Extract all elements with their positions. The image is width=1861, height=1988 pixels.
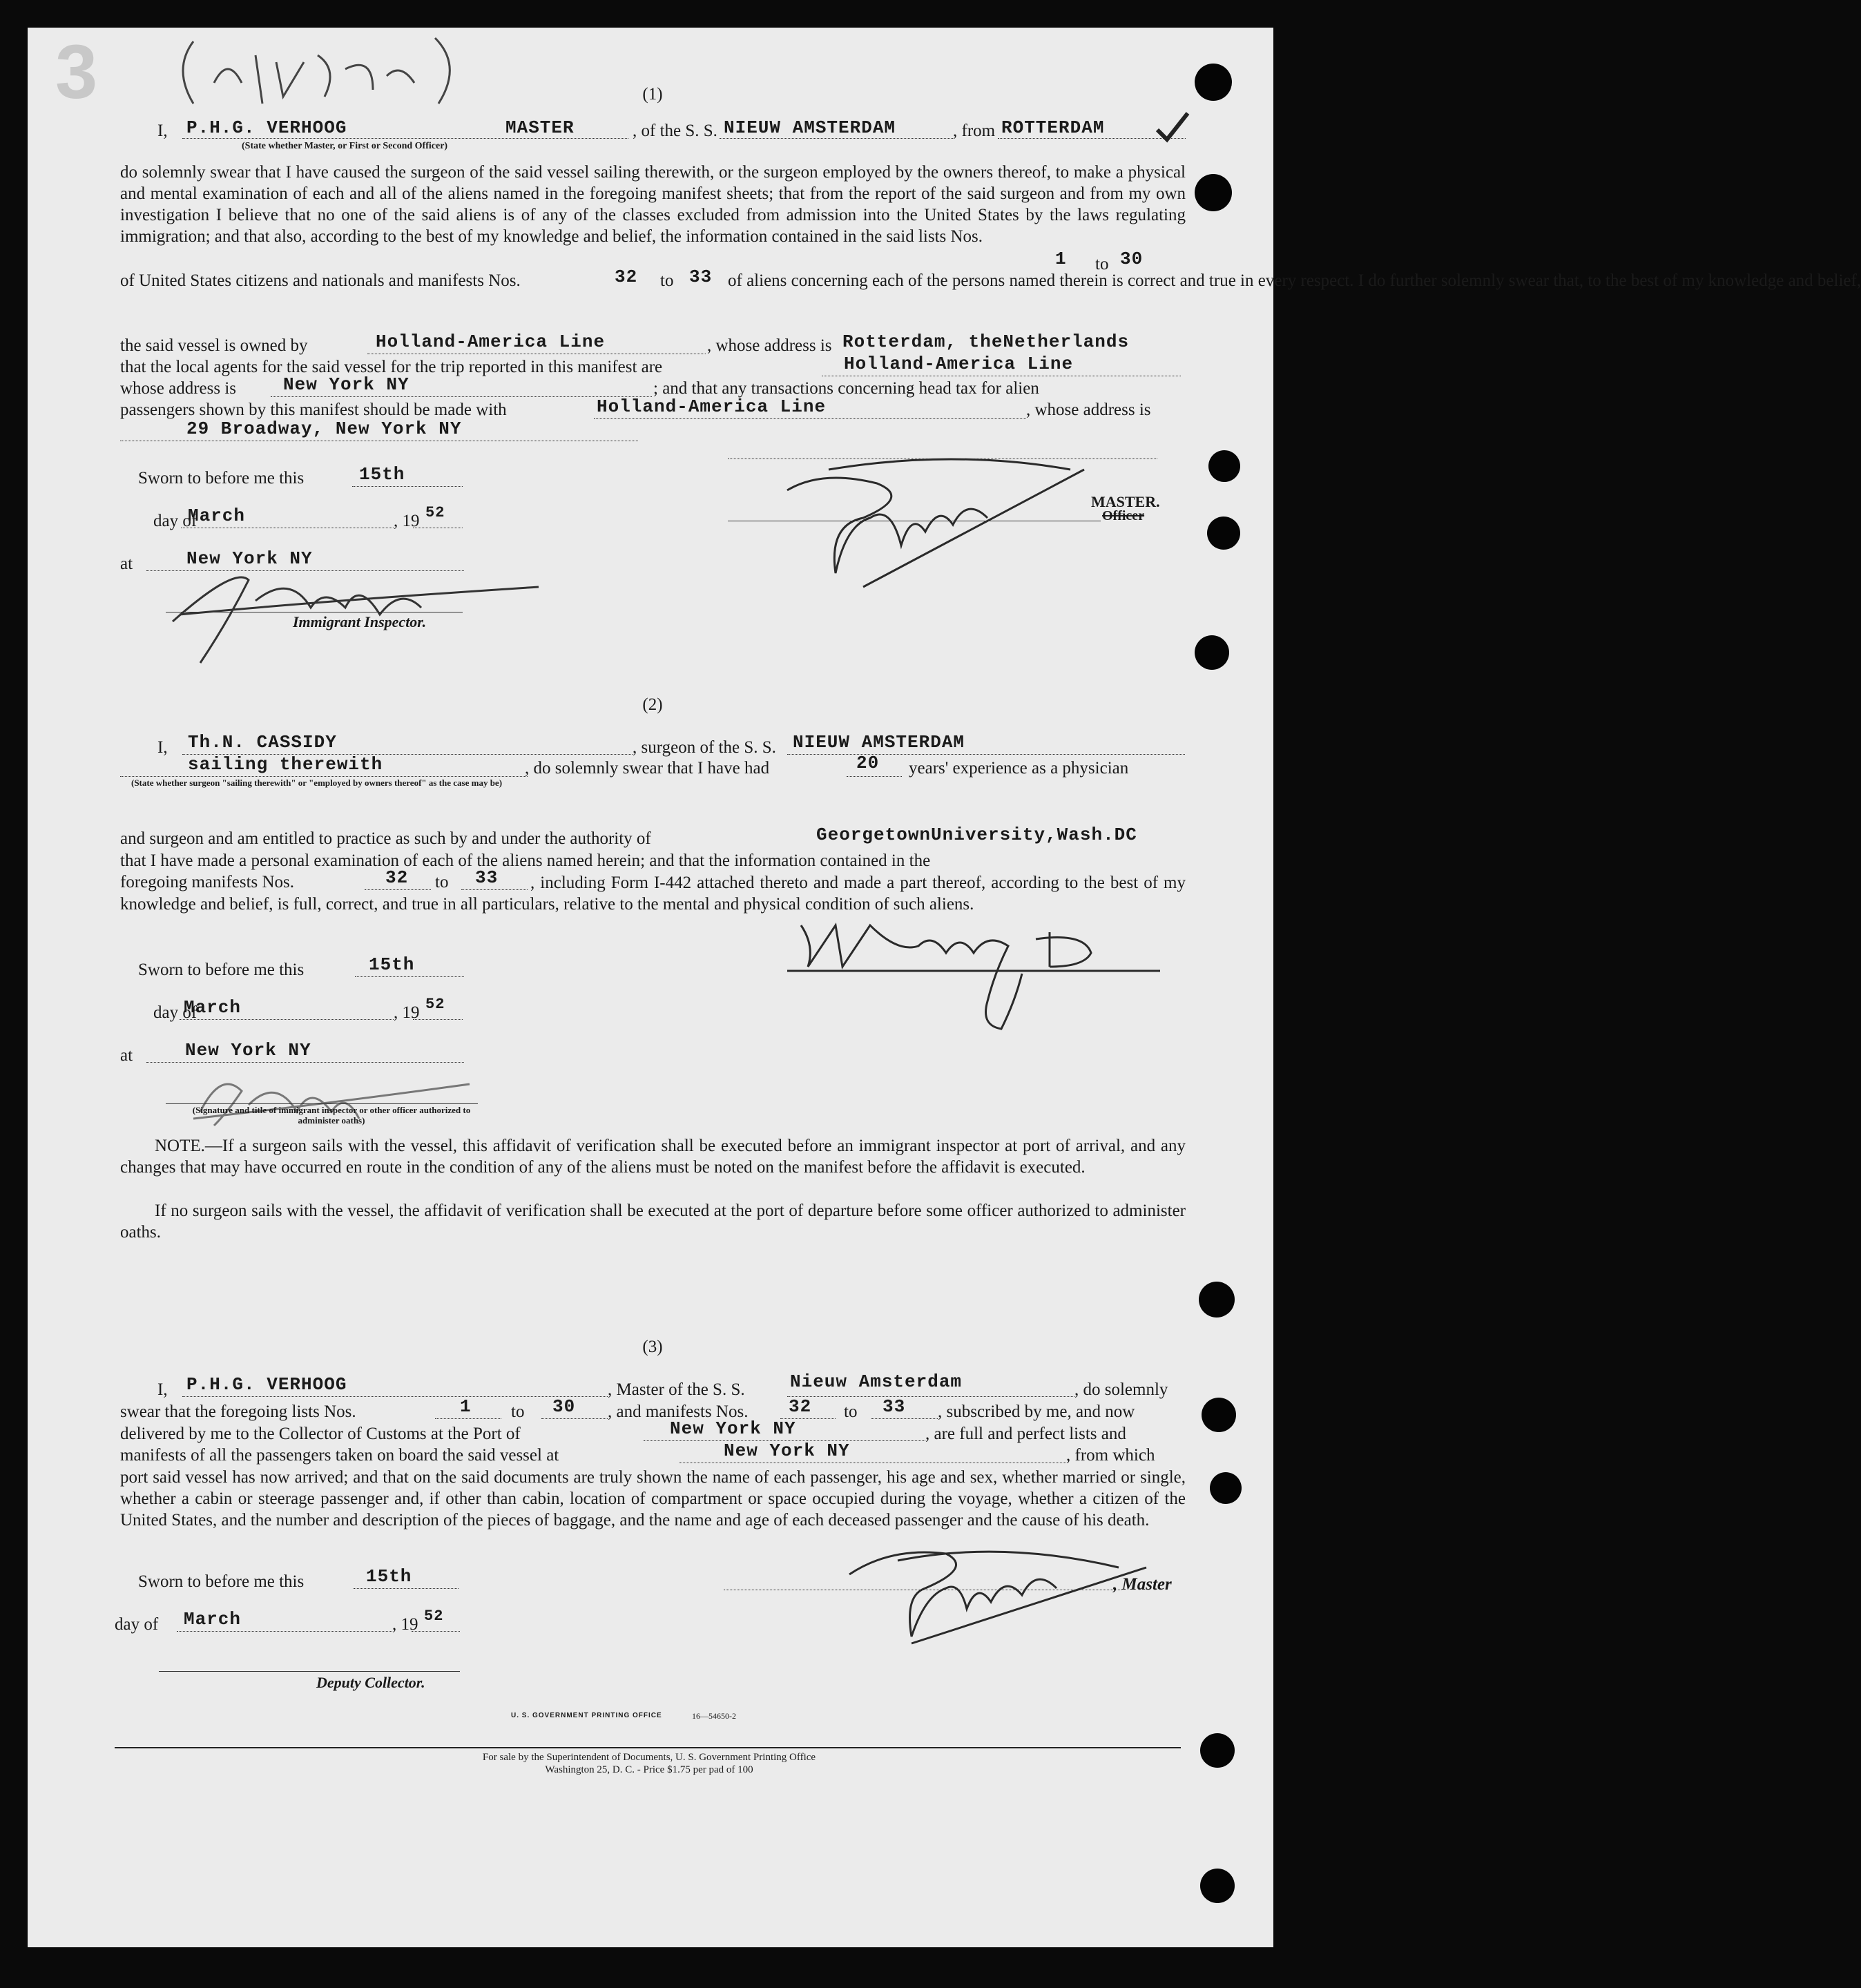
underline [159, 1671, 460, 1672]
sworn-day: 15th [369, 954, 415, 975]
text: day of [153, 1003, 197, 1022]
officer-struck: Officer [1102, 508, 1145, 523]
form-code: 16—54650-2 [692, 1711, 736, 1721]
section-heading: (3) [642, 1338, 663, 1356]
text: to [844, 1402, 858, 1421]
year: 52 [425, 996, 445, 1013]
text: , and manifests Nos. [608, 1402, 749, 1421]
underline [271, 396, 652, 397]
master-signature [780, 442, 1126, 594]
underline [182, 1396, 608, 1397]
text: and surgeon and am entitled to practice as such by and under the authority of [120, 829, 651, 848]
year: 52 [424, 1608, 444, 1625]
handwritten-note [166, 28, 470, 117]
years: 20 [856, 753, 880, 773]
sworn-day: 15th [359, 464, 405, 485]
surgeon-signature [760, 905, 1188, 1043]
text: that I have made a personal examination of each of the aliens named herein; and that the information contained in the [120, 851, 931, 870]
manifests-to: 33 [689, 267, 713, 287]
master-label: MASTER. [1091, 493, 1160, 510]
text: at [120, 1046, 133, 1065]
underline [355, 976, 464, 977]
text: of United States citizens and nationals and manifests Nos. [120, 271, 521, 290]
section2-body-c: , including Form I-442 attached thereto and made a part thereof, according to the best of my knowledge and belief, is full, correct, and true in all particulars, relative to the mental and physical condition of such aliens. [120, 874, 1186, 914]
headtax-address: 29 Broadway, New York NY [186, 418, 462, 439]
text: I, [157, 122, 168, 140]
port: New York NY [670, 1418, 796, 1439]
rank: MASTER [505, 117, 575, 138]
underline [182, 138, 628, 139]
check-mark [1153, 109, 1195, 144]
sworn-day: 15th [366, 1566, 412, 1587]
punch-hole [1195, 635, 1229, 670]
month: March [184, 997, 242, 1018]
from-port: ROTTERDAM [1001, 117, 1105, 138]
underline [166, 1103, 478, 1104]
section-heading: (2) [642, 695, 663, 714]
underline [787, 1396, 1074, 1397]
text: day of [115, 1615, 159, 1634]
manifests-to: 33 [475, 867, 499, 888]
text: foregoing manifests Nos. [120, 873, 295, 891]
text: manifests of all the passengers taken on board the said vessel at [120, 1446, 559, 1465]
text: I, [157, 1380, 168, 1399]
text: , 19 [394, 1003, 420, 1022]
surgeon-name: Th.N. CASSIDY [188, 732, 337, 753]
manifests-to: 33 [883, 1396, 906, 1417]
text: that the local agents for the said vessel for the trip reported in this manifest are [120, 358, 663, 376]
inspector-signature [152, 539, 566, 670]
text: to [511, 1402, 525, 1421]
manifests-from: 32 [615, 267, 638, 287]
sailing-status: sailing therewith [188, 754, 383, 775]
text: , are full and perfect lists and [925, 1425, 1126, 1443]
manifests-from: 32 [789, 1396, 812, 1417]
underline [435, 1418, 501, 1419]
rank-hint: (State whether Master, or First or Second Officer) [242, 141, 448, 151]
manifests-from: 32 [385, 867, 409, 888]
text: years' experience as a physician [909, 759, 1129, 778]
stamp-number: 3 [55, 30, 98, 115]
text: , 19 [392, 1615, 418, 1634]
text: swear that the foregoing lists Nos. [120, 1402, 356, 1421]
month: March [188, 505, 246, 526]
agents: Holland-America Line [844, 354, 1074, 374]
underline [541, 1418, 608, 1419]
punch-hole [1208, 450, 1240, 482]
underline [720, 138, 954, 139]
agents-address: New York NY [283, 374, 409, 395]
punch-hole [1207, 517, 1240, 550]
text: , subscribed by me, and now [938, 1402, 1135, 1421]
place: New York NY [185, 1040, 311, 1061]
sale-line-1: For sale by the Superintendent of Documents, U. S. Government Printing Office [482, 1752, 816, 1763]
owner: Holland-America Line [376, 331, 606, 352]
underline [413, 1019, 463, 1020]
owner-address: Rotterdam, theNetherlands [842, 331, 1130, 352]
inspector-label: Immigrant Inspector. [293, 613, 427, 630]
manifest-affidavit-page [28, 28, 1861, 1947]
taken-at: New York NY [724, 1440, 850, 1461]
punch-hole [1202, 1398, 1236, 1432]
authority: GeorgetownUniversity,Wash.DC [816, 824, 1137, 845]
text: , do solemnly swear that I have had [525, 759, 770, 778]
punch-hole [1195, 174, 1232, 211]
lists-to: 30 [552, 1396, 576, 1417]
lists-from: 1 [1055, 249, 1067, 269]
section1-body-a: do solemnly swear that I have caused the surgeon of the said vessel sailing therewith, or the surgeon employed by the owners thereof, to make a physical and mental examination of each and all of the aliens named in the foregoing manifest sheets; that from the report of the said surgeon and from my own investigation I believe that no one of the said aliens is of any of the classes excluded from admission into the United States by the laws regulating immigration; and that also, according to the best of my knowledge and belief, the information contained in the said lists Nos. [120, 163, 1186, 246]
year: 52 [425, 504, 445, 521]
section3-body: port said vessel has now arrived; and that on the said documents are truly shown the name of each passenger, his age and sex, whether married or single, whether a cabin or steerage passenger and, if other than cabin, location of compartment or space occupied during the voyage, whether a citizen of the United States, and the number and description of the pieces of baggage, and the name and age of each deceased passenger and the cause of his death. [120, 1468, 1186, 1529]
text: at [120, 554, 133, 573]
text: whose address is [120, 379, 237, 398]
text: I, [157, 738, 168, 757]
text: , Master of the S. S. [608, 1380, 745, 1399]
underline [412, 1631, 460, 1632]
text: , surgeon of the S. S. [633, 738, 776, 757]
master-label: , Master [1113, 1575, 1172, 1594]
text: day of [153, 512, 197, 530]
punch-hole [1199, 1282, 1235, 1318]
inspector-signature [166, 1056, 483, 1139]
master-name: P.H.G. VERHOOG [186, 117, 347, 138]
text: , whose address is [707, 336, 832, 355]
place: New York NY [186, 548, 313, 569]
note-2: If no surgeon sails with the vessel, the affidavit of verification shall be executed at the port of departure before some officer authorized to administer oaths. [120, 1202, 1186, 1242]
text: delivered by me to the Collector of Customs at the Port of [120, 1425, 521, 1443]
underline [847, 776, 902, 777]
text: , from [953, 122, 996, 140]
vessel-name: NIEUW AMSTERDAM [793, 732, 965, 753]
vessel-name: Nieuw Amsterdam [790, 1371, 963, 1392]
underline [352, 486, 463, 487]
text: to [1095, 255, 1109, 273]
footer-rule [115, 1747, 1181, 1748]
vessel-name: NIEUW AMSTERDAM [724, 117, 896, 138]
underline [177, 1631, 392, 1632]
sale-line-2: Washington 25, D. C. - Price $1.75 per pad of 100 [545, 1764, 753, 1775]
text: to [435, 873, 449, 891]
lists-from: 1 [460, 1396, 472, 1417]
collector-label: Deputy Collector. [316, 1674, 425, 1691]
text: , from which [1066, 1446, 1155, 1465]
text: Sworn to before me this [138, 469, 305, 488]
note-1: NOTE.—If a surgeon sails with the vessel, this affidavit of verification shall be executed before an immigrant inspector at port of arrival, and any changes that may have occurred en route in the condition of any of the aliens must be noted on the manifest before the affidavit is executed. [120, 1137, 1186, 1177]
headtax-agent: Holland-America Line [597, 396, 827, 417]
text: , do solemnly [1074, 1380, 1168, 1399]
gpo-imprint: U. S. GOVERNMENT PRINTING OFFICE [511, 1712, 662, 1719]
punch-hole [1200, 1733, 1235, 1768]
underline [354, 1588, 459, 1589]
text: passengers shown by this manifest should be made with [120, 401, 507, 419]
sailing-hint: (State whether surgeon "sailing therewith" or "employed by owners thereof" as the case may be) [131, 778, 503, 788]
text: the said vessel is owned by [120, 336, 308, 355]
text: , 19 [394, 512, 420, 530]
text: Sworn to before me this [138, 961, 305, 979]
text: of aliens concerning each of the persons named therein is correct and true in every respect. I do further solemnly swear that, to the best of my knowledge and belief, [728, 271, 1861, 290]
text: ; and that any transactions concerning head tax for alien [653, 379, 1039, 398]
underline [180, 1019, 394, 1020]
text: , whose address is [1026, 401, 1151, 419]
punch-hole [1210, 1472, 1242, 1504]
text: , of the S. S. [633, 122, 717, 140]
punch-hole [1195, 64, 1232, 101]
master-name: P.H.G. VERHOOG [186, 1374, 347, 1395]
text: to [660, 271, 674, 290]
inspector-hint: (Signature and title of immigrant inspector or other officer authorized to administer oaths) [192, 1105, 471, 1126]
section-heading: (1) [642, 85, 663, 104]
underline [787, 754, 1185, 755]
underline [871, 1418, 938, 1419]
lists-to: 30 [1120, 249, 1144, 269]
punch-hole [1200, 1869, 1235, 1903]
underline [594, 418, 1026, 419]
text: Sworn to before me this [138, 1572, 305, 1591]
underline [120, 776, 528, 777]
month: March [184, 1609, 242, 1630]
